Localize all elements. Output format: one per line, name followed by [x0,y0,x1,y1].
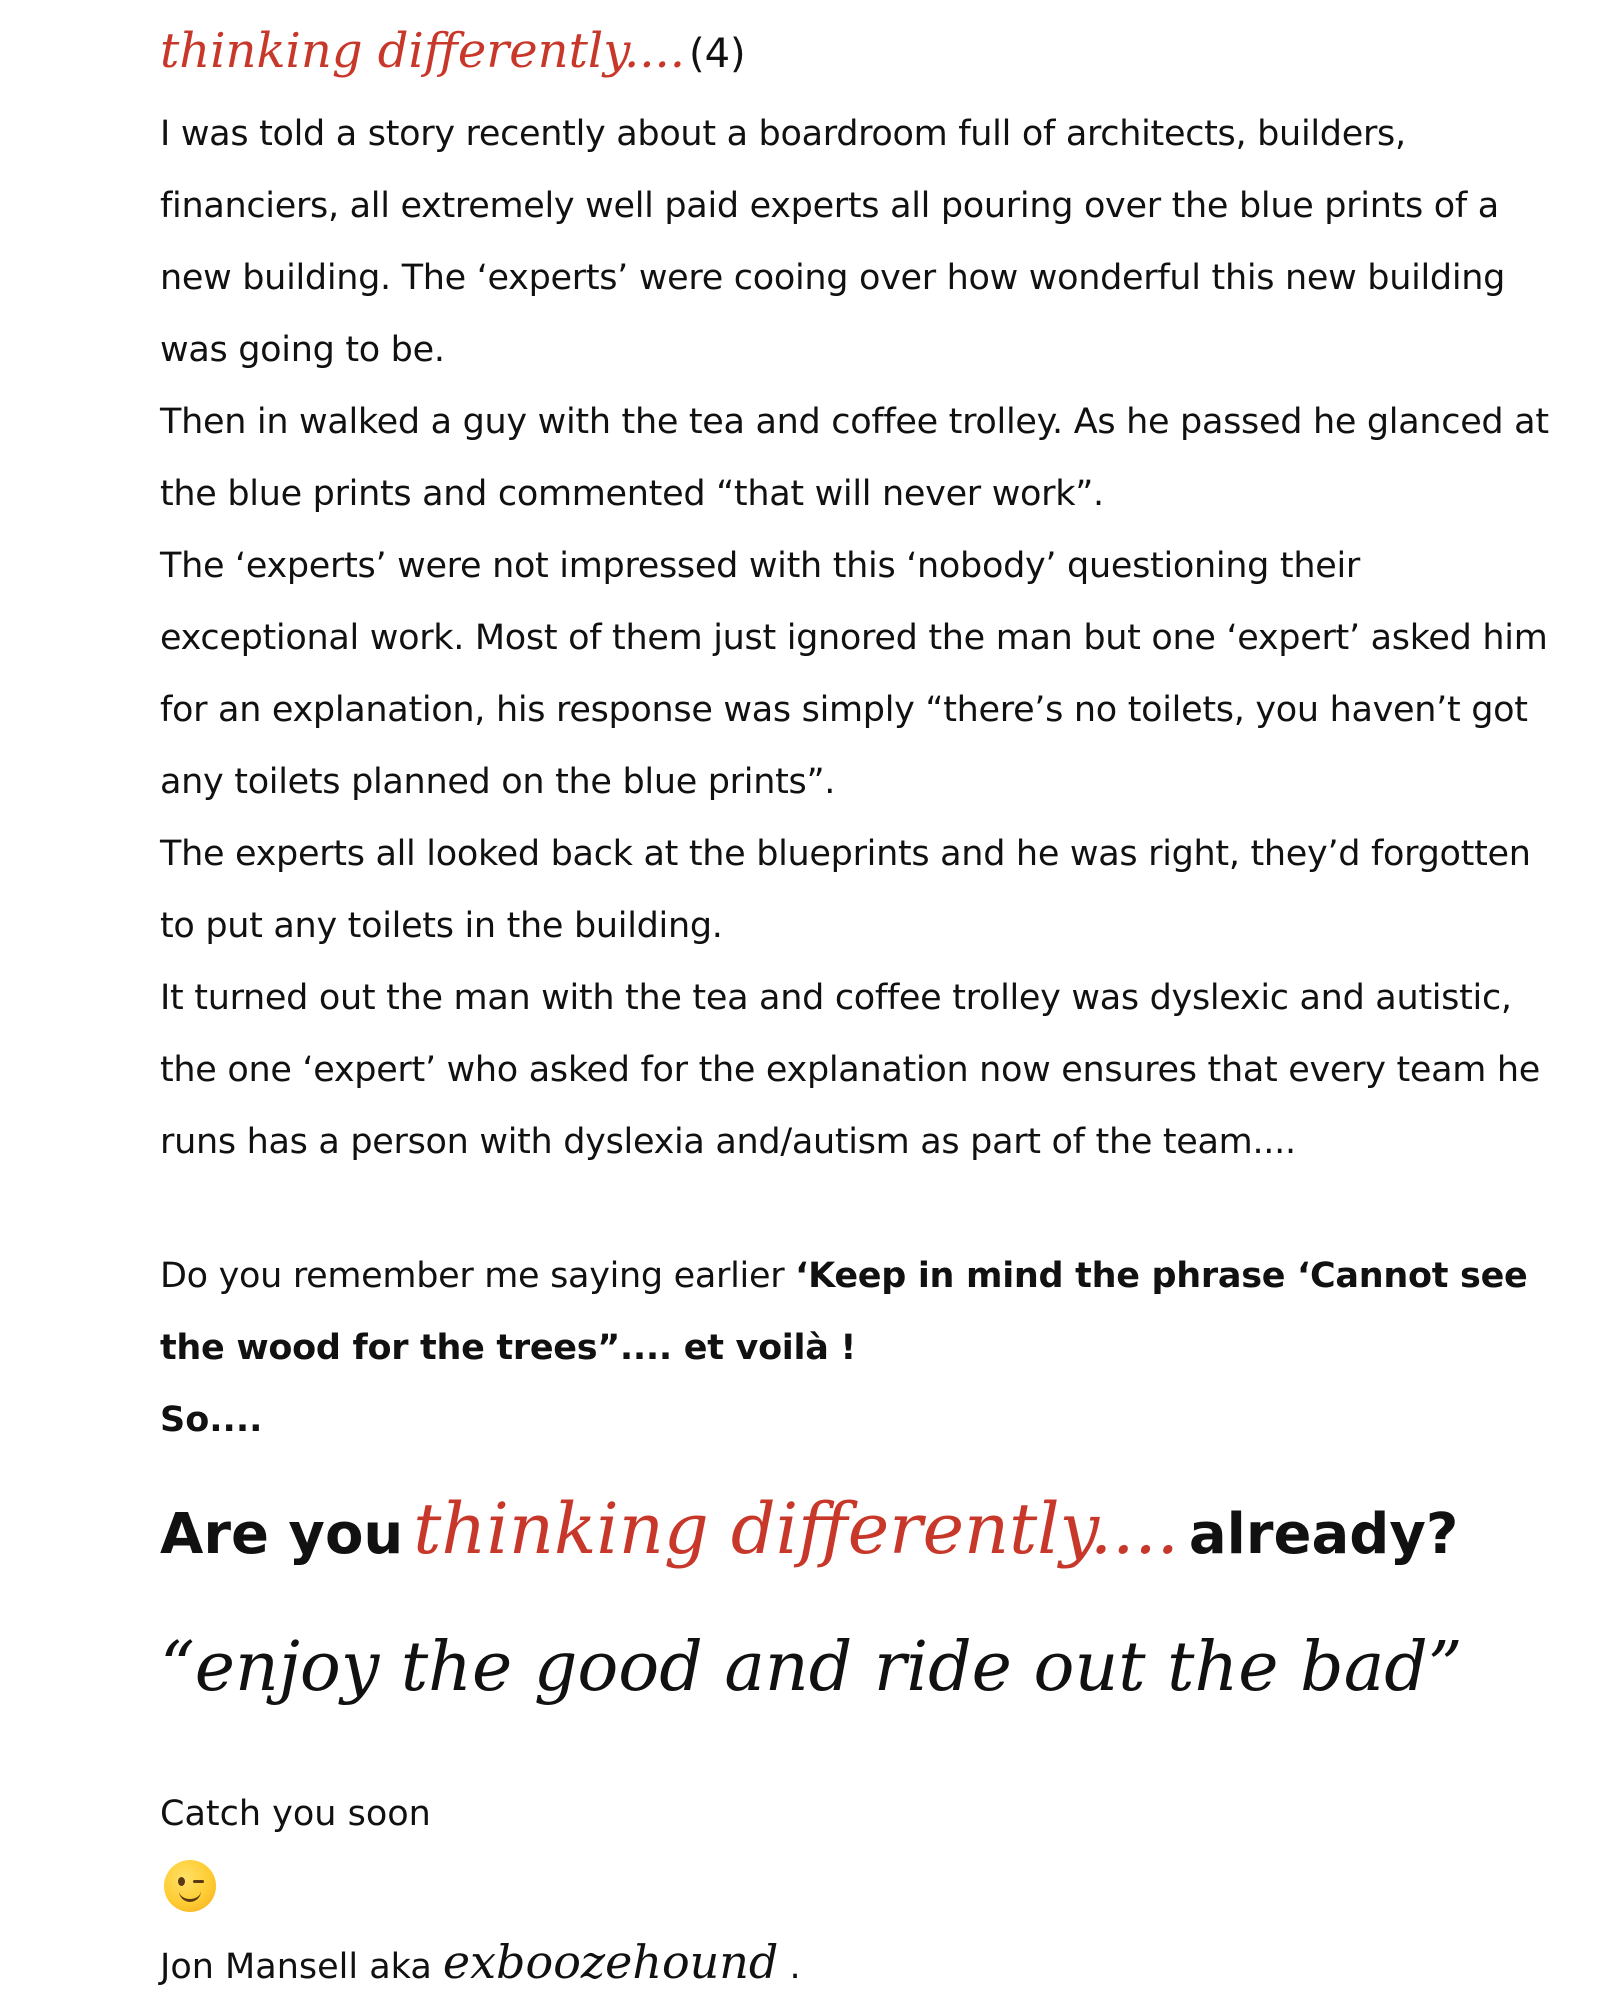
story-paragraph-3: The ‘experts’ were not impressed with this ‘nobody’ questioning their exceptional work. Most of them just ignored the man but one ‘expert’ asked him for an explanation, his response was simply “there’s no toilets, you haven’t got any toilets planned on the blue prints”. [160,546,1548,802]
reminder-lead: Do you remember me saying earlier [160,1256,796,1296]
question-prefix: Are you [160,1502,404,1567]
signature-line [160,1932,801,1997]
question-suffix: already? [1188,1502,1459,1567]
signature-handle: exboozehound [442,1935,779,1989]
so-line: So.... [160,1400,263,1440]
winking-face-icon [164,1860,216,1912]
story-body [160,98,1560,1178]
quote-line: “enjoy the good and ride out the bad” [160,1628,1463,1707]
reminder-paragraph [160,1240,1560,1384]
title-line [160,16,746,89]
story-paragraph-4: The experts all looked back at the blueprints and he was right, they’d forgotten to put any toilets in the building. [160,834,1531,946]
signature-end: . [778,1947,801,1987]
emoji-eye-left [178,1877,185,1886]
signature-name: Jon Mansell aka [160,1947,443,1987]
reminder-bold: ‘Keep in mind the phrase ‘Cannot see the wood for the trees”.... et voilà ! [160,1256,1528,1368]
story-paragraph-1: I was told a story recently about a boardroom full of architects, builders, financiers, all extremely well paid experts all pouring over the blue prints of a new building. The ‘experts’ were cooing over how wonderful this new building was going to be. [160,114,1506,370]
story-paragraph-2: Then in walked a guy with the tea and coffee trolley. As he passed he glanced at the blue prints and commented “that will never work”. [160,402,1549,514]
title-script: thinking differently.... [160,23,685,79]
question-script: thinking differently.... [413,1488,1179,1570]
emoji-mouth [179,1888,201,1902]
catch-you-soon: Catch you soon [160,1794,431,1834]
story-paragraph-5: It turned out the man with the tea and coffee trolley was dyslexic and autistic, the one ‘expert’ who asked for the explanation now ensures that every team he runs has a person with dyslexia and/autism as part of the team.... [160,978,1540,1162]
question-heading [160,1484,1458,1580]
emoji-eye-wink [193,1880,204,1883]
title-number: (4) [688,31,746,77]
